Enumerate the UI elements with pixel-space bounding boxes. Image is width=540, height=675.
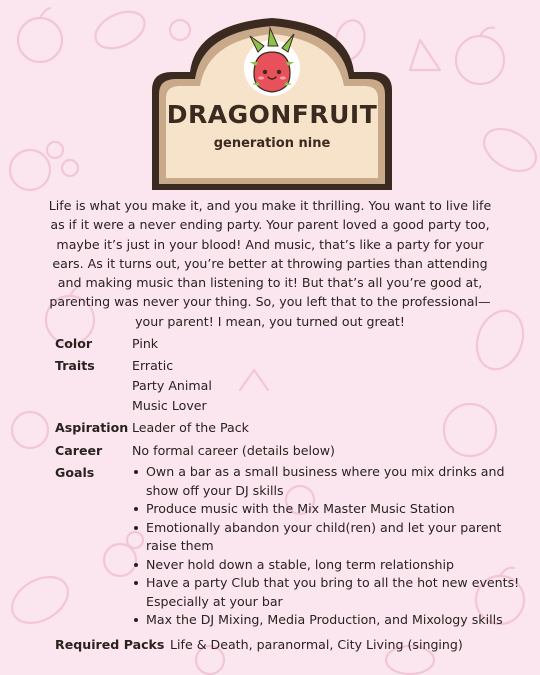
goal-item: Emotionally abandon your child(ren) and let your parent raise them (132, 519, 512, 556)
color-label: Color (55, 336, 93, 351)
trait-item: Music Lover (132, 398, 207, 413)
page-title: DRAGONFRUIT (166, 100, 378, 129)
goal-item: Max the DJ Mixing, Media Production, and Mixology skills (132, 611, 512, 630)
color-value: Pink (132, 336, 159, 351)
goal-item: Have a party Club that you bring to all the hot new events! Especially at your bar (132, 574, 512, 611)
aspiration-value: Leader of the Pack (132, 420, 249, 435)
goals-list (132, 463, 520, 630)
trait-item: Party Animal (132, 378, 212, 393)
dragonfruit-icon (244, 28, 300, 96)
trait-item: Erratic (132, 358, 174, 373)
intro-paragraph: Life is what you make it, and you make it thrilling. You want to live life as if it were a never ending party. Your parent loved a good party too, maybe it’s just in your blood! And music, that’s like a party for your ears. As it turns out, you’re better at throwing parties than attending and making music than listening to it! But that’s all you’re good at, parenting was never your thing. So, you left that to the professional— your parent! I mean, you turned out great! (48, 198, 492, 329)
goal-item: Produce music with the Mix Master Music Station (132, 500, 512, 519)
career-value: No formal career (details below) (132, 443, 335, 458)
goal-item: Own a bar as a small business where you mix drinks and show off your DJ skills (132, 463, 512, 500)
aspiration-label: Aspiration (55, 420, 129, 435)
goal-item: Never hold down a stable, long term relationship (132, 556, 512, 575)
packs-value: Life & Death, paranormal, City Living (singing) (170, 637, 463, 652)
packs-label: Required Packs (55, 637, 165, 652)
traits-label: Traits (55, 358, 95, 373)
page-subtitle: generation nine (213, 136, 331, 151)
goals-label: Goals (55, 465, 95, 480)
career-label: Career (55, 443, 103, 458)
traits-list (132, 356, 512, 416)
